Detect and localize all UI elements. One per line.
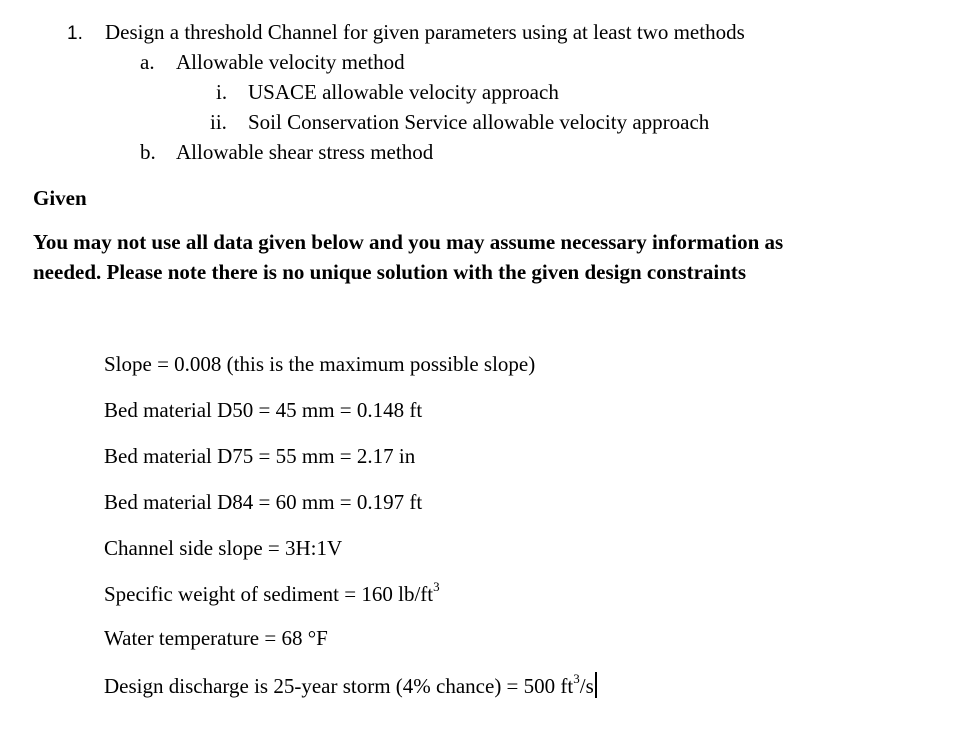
subitem-ii-text: Soil Conservation Service allowable velocity approach <box>248 110 710 134</box>
subitem-i-text: USACE allowable velocity approach <box>248 80 559 104</box>
param-d75: Bed material D75 = 55 mm = 2.17 in <box>104 444 416 468</box>
param-slope: Slope = 0.008 (this is the maximum possible slope) <box>104 352 536 376</box>
item-a <box>140 49 405 75</box>
param-discharge <box>104 672 597 699</box>
discharge-exponent: 3 <box>573 671 580 686</box>
specific-weight-exponent: 3 <box>433 579 440 594</box>
question-number: 1. <box>67 23 83 44</box>
discharge-unit: /s <box>579 674 594 698</box>
specific-weight-text: Specific weight of sediment = 160 lb/ft <box>104 582 434 606</box>
param-d50: Bed material D50 = 45 mm = 0.148 ft <box>104 398 423 422</box>
text-cursor <box>595 672 597 698</box>
question-1 <box>67 19 745 47</box>
question-text: Design a threshold Channel for given parameters using at least two methods <box>105 20 745 44</box>
param-water-temp: Water temperature = 68 °F <box>104 626 328 650</box>
subitem-ii-marker: ii. <box>210 110 227 134</box>
item-b-marker: b. <box>140 140 156 164</box>
item-b <box>140 139 433 165</box>
subitem-i-marker: i. <box>216 80 228 104</box>
item-a-text: Allowable velocity method <box>176 50 405 74</box>
item-b-text: Allowable shear stress method <box>176 140 434 164</box>
given-heading: Given <box>33 186 87 210</box>
given-note-line2: needed. Please note there is no unique solution with the given design constraints <box>33 260 747 284</box>
subitem-i <box>216 79 559 105</box>
given-note-line1: You may not use all data given below and you may assume necessary information as <box>33 230 784 254</box>
item-a-marker: a. <box>140 50 155 74</box>
param-side-slope: Channel side slope = 3H:1V <box>104 536 343 560</box>
param-d84: Bed material D84 = 60 mm = 0.197 ft <box>104 490 423 514</box>
discharge-text: Design discharge is 25-year storm (4% chance) = 500 ft <box>104 674 574 698</box>
subitem-ii <box>210 109 709 135</box>
param-specific-weight <box>104 581 440 607</box>
